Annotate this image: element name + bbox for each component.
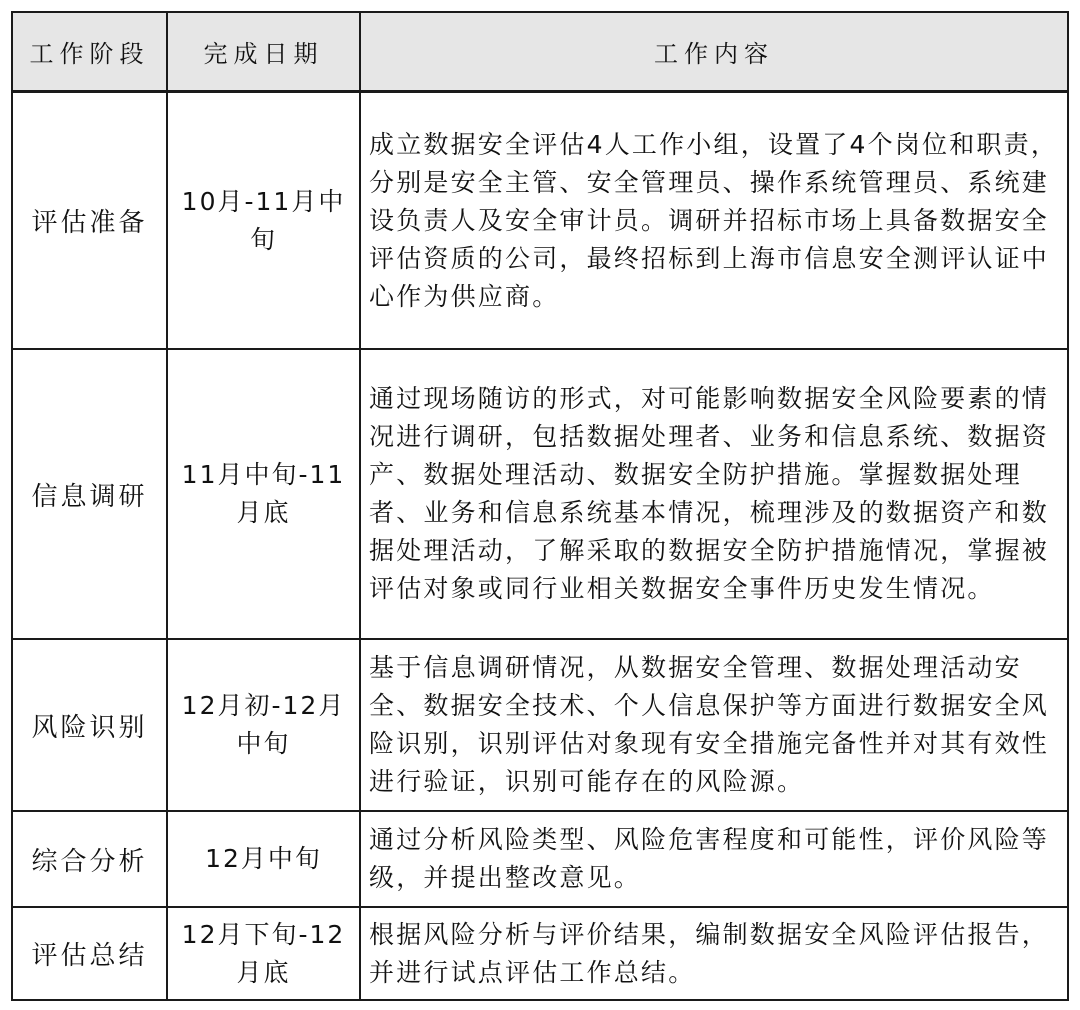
date-cell: 12月初-12月中旬 [167, 639, 360, 811]
table-row [12, 811, 1068, 907]
stage-cell: 评估总结 [12, 907, 167, 1000]
header-content: 工作内容 [360, 12, 1068, 92]
work-plan-table [11, 11, 1069, 1001]
stage-cell: 信息调研 [12, 349, 167, 639]
table-body [12, 92, 1068, 1001]
table-row [12, 92, 1068, 350]
header-stage: 工作阶段 [12, 12, 167, 92]
table-row [12, 349, 1068, 639]
header-row [12, 12, 1068, 92]
table-row [12, 907, 1068, 1000]
content-cell: 通过现场随访的形式，对可能影响数据安全风险要素的情况进行调研，包括数据处理者、业务和信息系统、数据资产、数据处理活动、数据安全防护措施。掌握数据处理者、业务和信息系统基本情况，梳理涉及的数据资产和数据处理活动，了解采取的数据安全防护措施情况，掌握被评估对象或同行业相关数据安全事件历史发生情况。 [360, 349, 1068, 639]
content-cell: 基于信息调研情况，从数据安全管理、数据处理活动安全、数据安全技术、个人信息保护等方面进行数据安全风险识别，识别评估对象现有安全措施完备性并对其有效性进行验证，识别可能存在的风险源。 [360, 639, 1068, 811]
date-cell: 11月中旬-11月底 [167, 349, 360, 639]
table-header [12, 12, 1068, 92]
stage-cell: 评估准备 [12, 92, 167, 350]
date-cell: 10月-11月中旬 [167, 92, 360, 350]
table-row [12, 639, 1068, 811]
header-date: 完成日期 [167, 12, 360, 92]
date-cell: 12月中旬 [167, 811, 360, 907]
content-cell: 成立数据安全评估4人工作小组，设置了4个岗位和职责，分别是安全主管、安全管理员、操作系统管理员、系统建设负责人及安全审计员。调研并招标市场上具备数据安全评估资质的公司，最终招标到上海市信息安全测评认证中心作为供应商。 [360, 92, 1068, 350]
content-cell: 根据风险分析与评价结果，编制数据安全风险评估报告，并进行试点评估工作总结。 [360, 907, 1068, 1000]
stage-cell: 风险识别 [12, 639, 167, 811]
stage-cell: 综合分析 [12, 811, 167, 907]
date-cell: 12月下旬-12月底 [167, 907, 360, 1000]
work-plan-table-container [11, 11, 1067, 1001]
content-cell: 通过分析风险类型、风险危害程度和可能性，评价风险等级，并提出整改意见。 [360, 811, 1068, 907]
